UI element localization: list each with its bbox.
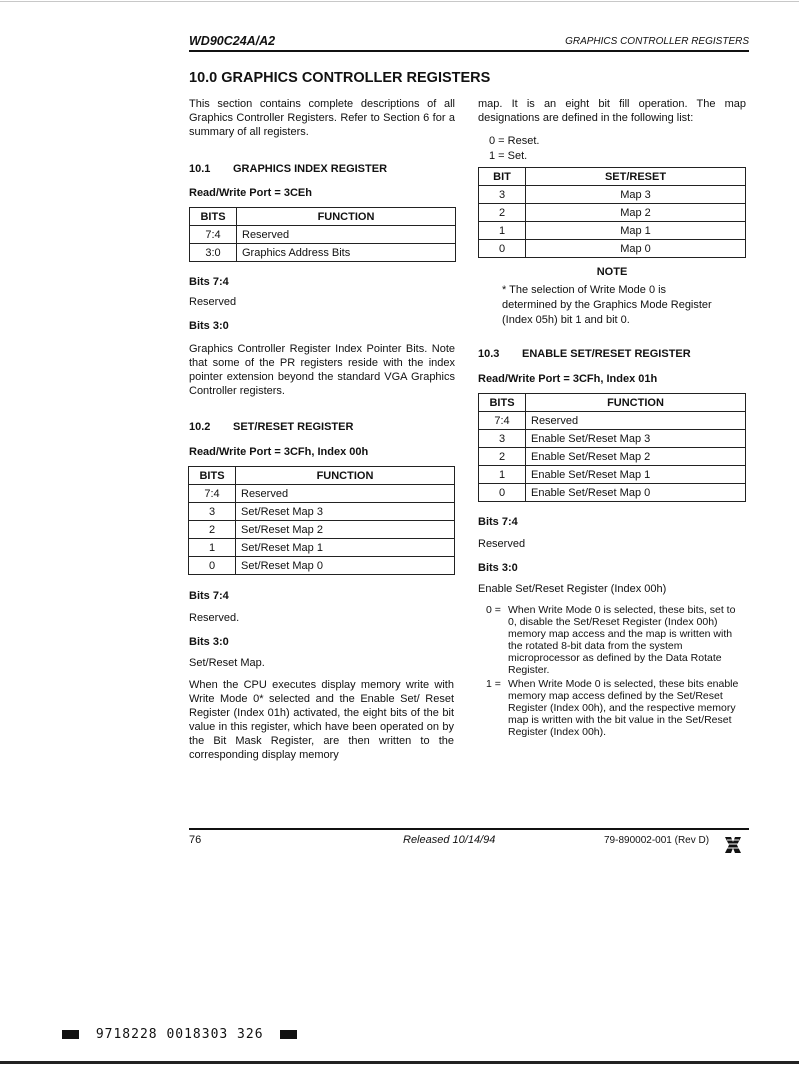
port-label: Read/Write Port = 3CFh, Index 00h xyxy=(189,446,369,458)
cell-bit: 3 xyxy=(479,186,526,204)
cell-bits: 7:4 xyxy=(189,485,236,503)
cell-function: Set/Reset Map 0 xyxy=(236,557,455,575)
col-header-set-reset: SET/RESET xyxy=(526,168,746,186)
section-number: 10.2 xyxy=(189,421,211,433)
cell-bit: 2 xyxy=(479,204,526,222)
port-label: Read/Write Port = 3CFh, Index 01h xyxy=(478,373,658,385)
item-text: When Write Mode 0 is selected, these bits enable memory map access defined by the Set/Reset Register (Index 00h), and the respective memory map is written with the bit value in the Set/Reset Register (Index 00h). xyxy=(508,678,739,738)
cell-bits: 3:0 xyxy=(190,244,237,262)
page-number: 76 xyxy=(189,834,202,846)
bits-3-0-text: Enable Set/Reset Register (Index 00h) xyxy=(478,583,667,595)
col-header-function: FUNCTION xyxy=(236,467,455,485)
table-row xyxy=(479,448,746,466)
cell-function: Set/Reset Map 1 xyxy=(236,539,455,557)
bottom-border xyxy=(0,1061,799,1064)
cell-function: Reserved xyxy=(526,412,746,430)
item-text: When Write Mode 0 is selected, these bits, set to 0, disable the Set/Reset Register (Index 00h) memory map access and the map is written with the rotated 8-bit data from the system microprocessor as defined by the Data Rotate Register. xyxy=(508,604,736,676)
cell-function: Graphics Address Bits xyxy=(237,244,456,262)
table-row xyxy=(189,503,455,521)
cell-map: Map 3 xyxy=(526,186,746,204)
cell-function: Reserved xyxy=(237,226,456,244)
table-row xyxy=(189,539,455,557)
enable-set-reset-table xyxy=(478,393,746,502)
cell-bits: 1 xyxy=(479,466,526,484)
set-reset-table xyxy=(188,466,455,575)
bits-7-4-label: Bits 7:4 xyxy=(189,276,229,288)
bits-7-4-label: Bits 7:4 xyxy=(189,590,229,602)
table-row xyxy=(479,466,746,484)
table-row xyxy=(479,412,746,430)
definition-item-1 xyxy=(478,678,746,738)
section-header: GRAPHICS CONTROLLER REGISTERS xyxy=(565,36,749,47)
cell-map: Map 1 xyxy=(526,222,746,240)
section-title: GRAPHICS INDEX REGISTER xyxy=(233,163,388,175)
index-register-table xyxy=(189,207,456,262)
col-header-bits: BITS xyxy=(189,467,236,485)
col-header-bits: BITS xyxy=(479,394,526,412)
cell-function: Enable Set/Reset Map 3 xyxy=(526,430,746,448)
table-row xyxy=(479,222,746,240)
write-mode-paragraph: When the CPU executes display memory write with Write Mode 0* selected and the Enable Set/ Reset Register (Index 01h) activated, the eight bits of the bit value in this register, which have been operated on by the Bit Mask Register, are then written to the corresponding display memory xyxy=(189,679,454,761)
table-header-row xyxy=(479,394,746,412)
note-title: NOTE xyxy=(596,266,628,278)
cell-bits: 2 xyxy=(189,521,236,539)
header-rule xyxy=(189,50,749,52)
table-row xyxy=(190,226,456,244)
top-border xyxy=(0,1,799,2)
table-row xyxy=(479,430,746,448)
bits-3-0-label: Bits 3:0 xyxy=(478,562,518,574)
section-number: 10.3 xyxy=(478,348,500,360)
cell-function: Enable Set/Reset Map 2 xyxy=(526,448,746,466)
section-10-1-heading xyxy=(189,162,387,176)
table-row xyxy=(189,521,455,539)
table-row xyxy=(479,186,746,204)
col-header-function: FUNCTION xyxy=(526,394,746,412)
list-item: 1 = Set. xyxy=(489,150,528,162)
bits-3-0-label: Bits 3:0 xyxy=(189,636,229,648)
section-number: 10.1 xyxy=(189,163,211,175)
section-title: SET/RESET REGISTER xyxy=(233,421,354,433)
scan-id-text: 9718228 0018303 326 xyxy=(95,1027,264,1042)
bits-3-0-text: Graphics Controller Register Index Pointer Bits. Note that some of the PR registers reside with the index pointer extension beyond the standard VGA Graphics Controller registers. xyxy=(189,343,455,397)
map-designation-table xyxy=(478,167,746,258)
bits-3-0-text: Set/Reset Map. xyxy=(189,657,265,669)
cell-bits: 3 xyxy=(479,430,526,448)
cell-function: Enable Set/Reset Map 0 xyxy=(526,484,746,502)
cell-function: Enable Set/Reset Map 1 xyxy=(526,466,746,484)
list-item: 0 = Reset. xyxy=(489,135,540,147)
intro-paragraph: This section contains complete descriptions of all Graphics Controller Registers. Refer to Section 6 for a summary of all registers. xyxy=(189,98,455,138)
bits-7-4-label: Bits 7:4 xyxy=(478,516,518,528)
cell-bits: 0 xyxy=(189,557,236,575)
col-header-function: FUNCTION xyxy=(237,208,456,226)
note-text: * The selection of Write Mode 0 is determined by the Graphics Mode Register (Index 05h) bit 1 and bit 0. xyxy=(502,284,712,326)
cell-function: Reserved xyxy=(236,485,455,503)
cell-bit: 1 xyxy=(479,222,526,240)
col-header-bits: BITS xyxy=(190,208,237,226)
document-number: 79-890002-001 (Rev D) xyxy=(604,835,710,846)
table-header-row xyxy=(189,467,455,485)
page-title: 10.0 GRAPHICS CONTROLLER REGISTERS xyxy=(189,70,491,86)
cell-bits: 7:4 xyxy=(479,412,526,430)
cell-bits: 1 xyxy=(189,539,236,557)
bits-3-0-label: Bits 3:0 xyxy=(189,320,229,332)
bits-7-4-text: Reserved xyxy=(189,296,237,308)
cell-bit: 0 xyxy=(479,240,526,258)
section-10-3-heading xyxy=(478,347,691,361)
table-row xyxy=(189,557,455,575)
col-header-bit: BIT xyxy=(479,168,526,186)
release-date: Released 10/14/94 xyxy=(403,834,496,846)
footer-rule xyxy=(189,828,749,830)
doc-id: WD90C24A/A2 xyxy=(189,34,276,48)
continued-paragraph: map. It is an eight bit fill operation. The map designations are defined in the following list: xyxy=(478,98,746,124)
item-lead: 1 = xyxy=(486,678,501,690)
scan-id-strip xyxy=(62,1027,297,1042)
bits-7-4-text: Reserved. xyxy=(189,612,240,624)
cell-bits: 2 xyxy=(479,448,526,466)
definition-item-0 xyxy=(478,604,746,676)
cell-bits: 3 xyxy=(189,503,236,521)
section-title: ENABLE SET/RESET REGISTER xyxy=(522,348,691,360)
cell-bits: 0 xyxy=(479,484,526,502)
table-header-row xyxy=(479,168,746,186)
item-lead: 0 = xyxy=(486,604,501,616)
section-10-2-heading xyxy=(189,420,353,434)
table-header-row xyxy=(190,208,456,226)
value-definitions xyxy=(478,604,746,740)
table-row xyxy=(189,485,455,503)
port-label: Read/Write Port = 3CEh xyxy=(189,187,312,199)
bits-7-4-text: Reserved xyxy=(478,538,526,550)
company-logo-icon xyxy=(724,835,742,860)
cell-bits: 7:4 xyxy=(190,226,237,244)
cell-map: Map 0 xyxy=(526,240,746,258)
cell-function: Set/Reset Map 2 xyxy=(236,521,455,539)
table-row xyxy=(190,244,456,262)
table-row xyxy=(479,240,746,258)
table-row xyxy=(479,484,746,502)
registration-mark xyxy=(62,1030,79,1039)
registration-mark xyxy=(280,1030,297,1039)
cell-map: Map 2 xyxy=(526,204,746,222)
cell-function: Set/Reset Map 3 xyxy=(236,503,455,521)
table-row xyxy=(479,204,746,222)
